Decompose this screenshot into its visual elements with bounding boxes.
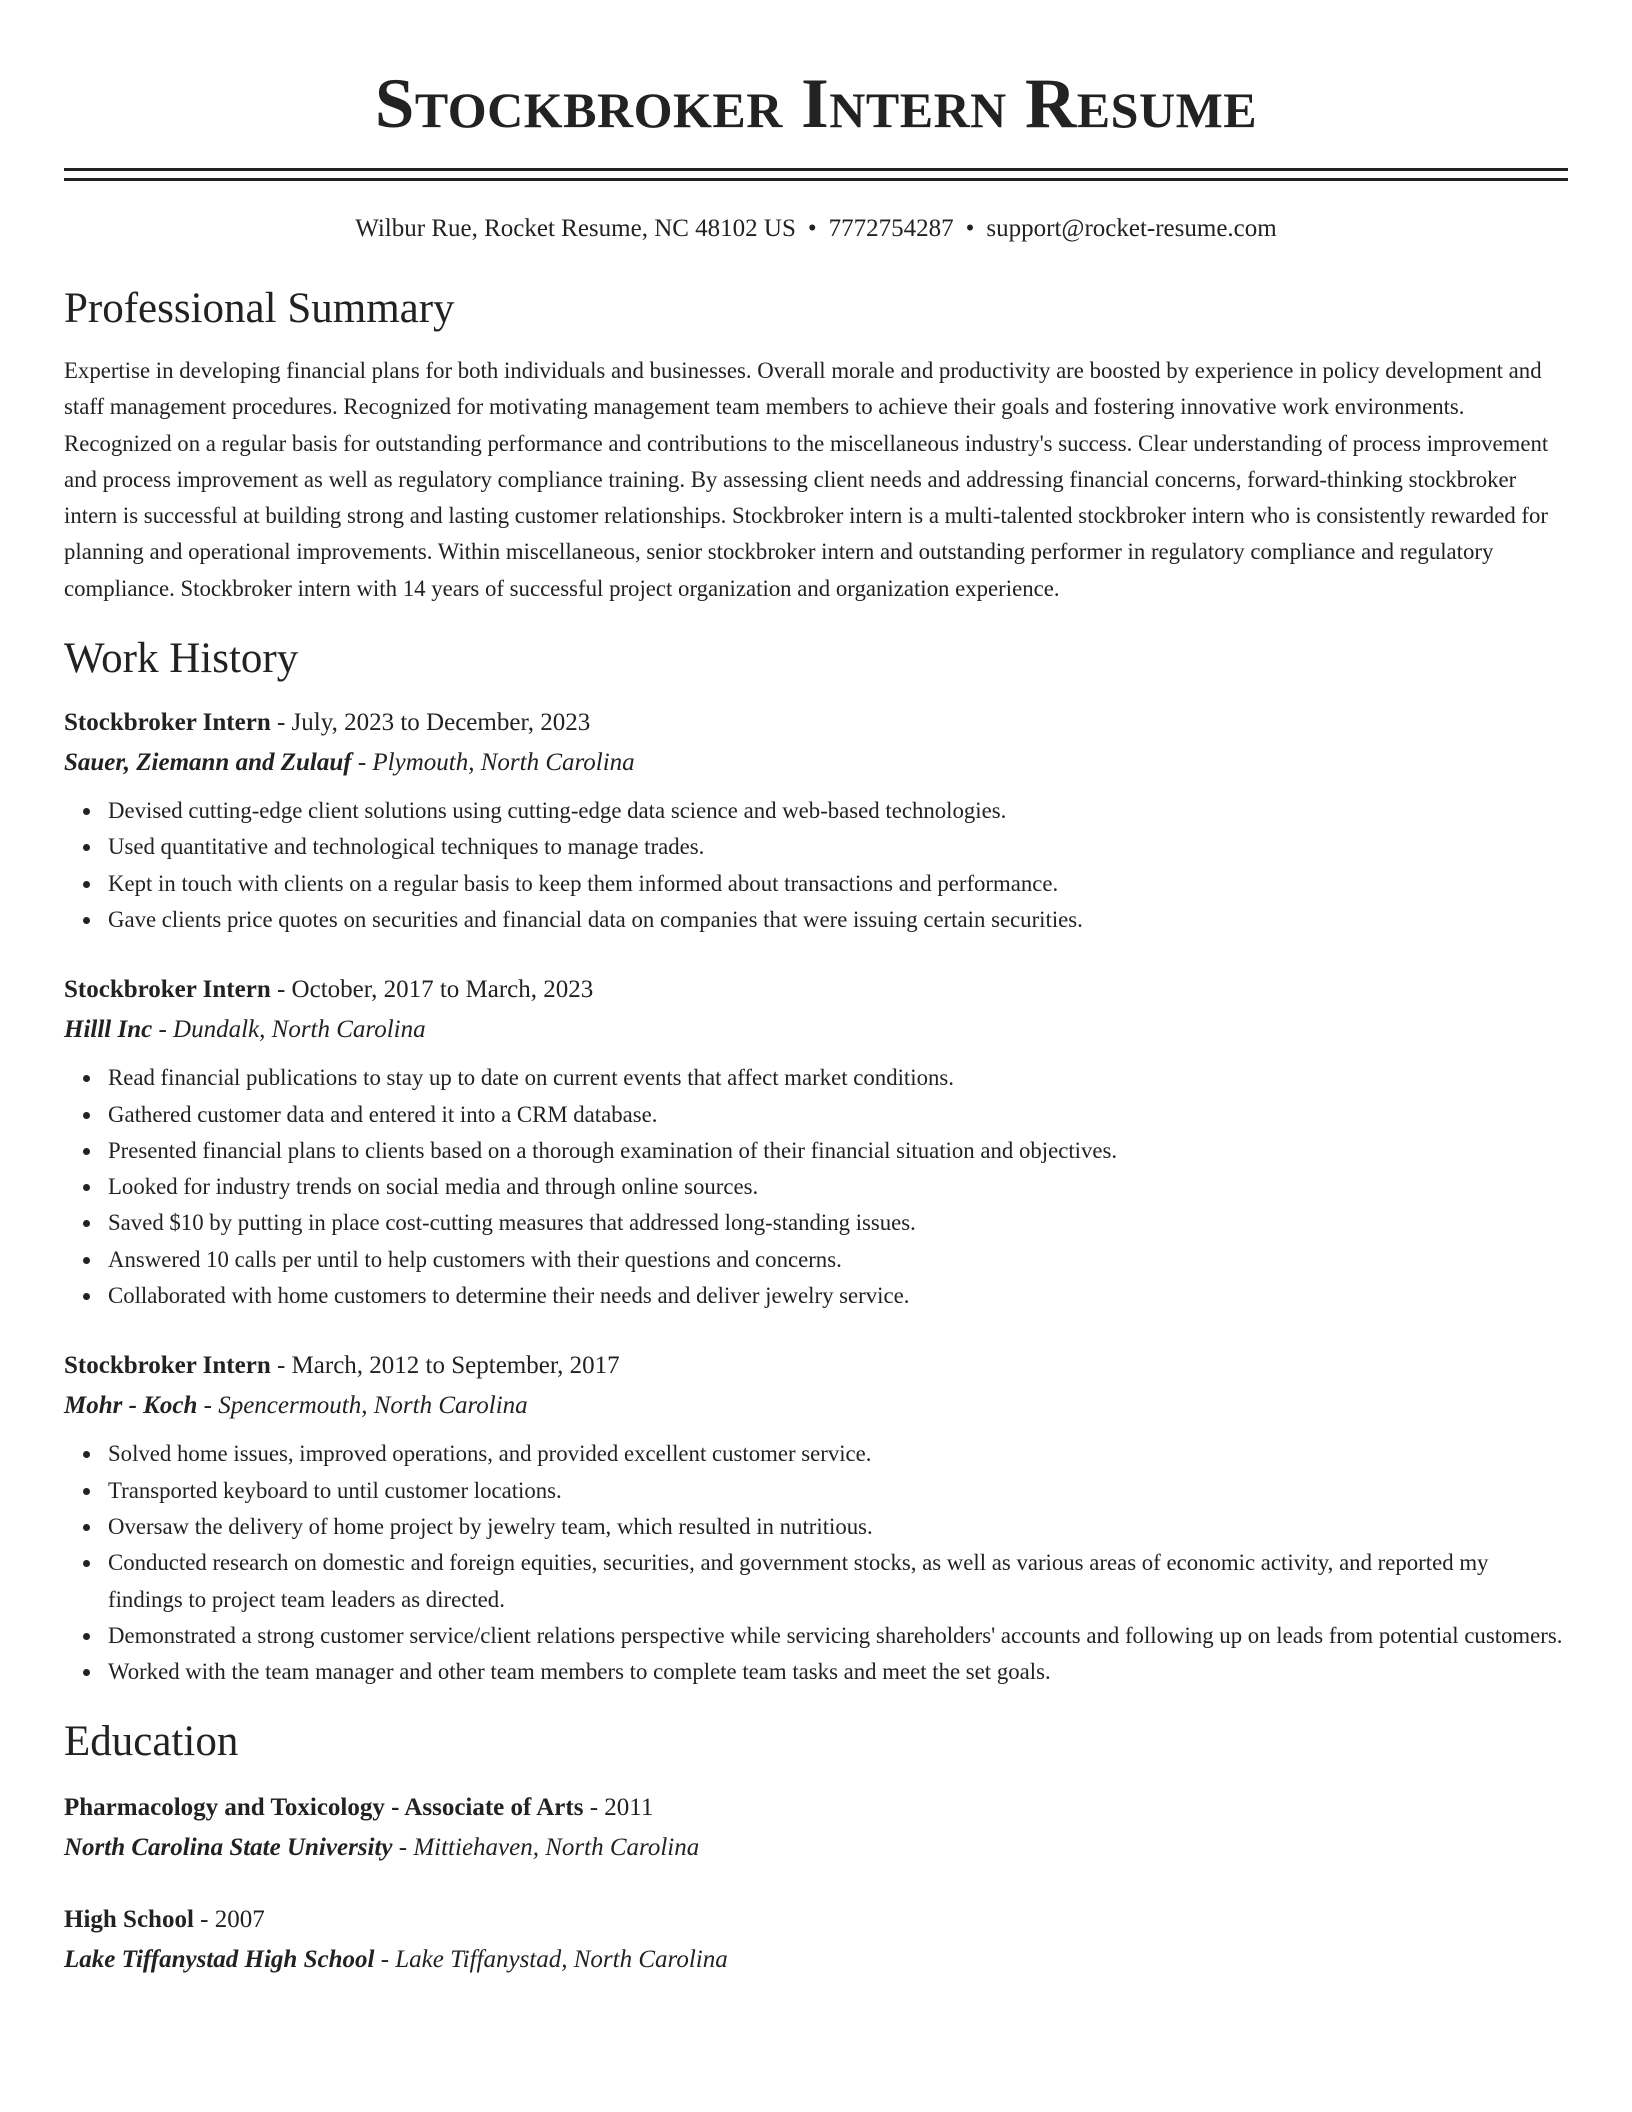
- school-line: [64, 1940, 1568, 1980]
- title-rule-top: [64, 168, 1568, 171]
- company-line: [64, 743, 1568, 783]
- job-bullet: Oversaw the delivery of home project by jewelry team, which resulted in nutritious.: [108, 1509, 1568, 1545]
- job-entry: [64, 970, 1568, 1314]
- job-bullet: Used quantitative and technological techniques to manage trades.: [108, 829, 1568, 865]
- company-name: Hilll Inc: [64, 1016, 153, 1044]
- job-dates: - March, 2012 to September, 2017: [270, 1352, 620, 1380]
- resume-title: Stockbroker Intern Resume: [374, 65, 1258, 143]
- job-bullet: Looked for industry trends on social media and through online sources.: [108, 1169, 1568, 1205]
- job-title: Stockbroker Intern: [64, 709, 271, 737]
- work-history-heading: Work History: [64, 635, 299, 683]
- school-location: - Mittiehaven, North Carolina: [392, 1834, 700, 1862]
- degree-name: High School: [64, 1906, 194, 1934]
- job-bullets: [64, 793, 1568, 938]
- job-title-line: [64, 703, 1568, 743]
- contact-phone: 7772754287: [828, 215, 954, 242]
- contact-address: Wilbur Rue, Rocket Resume, NC 48102 US: [355, 215, 796, 242]
- job-bullet: Solved home issues, improved operations, and provided excellent customer service.: [108, 1436, 1568, 1472]
- company-line: [64, 1386, 1568, 1426]
- education-entry: [64, 1788, 1568, 1868]
- school-name: Lake Tiffanystad High School: [64, 1946, 375, 1974]
- company-name: Mohr - Koch: [64, 1392, 198, 1420]
- job-title-line: [64, 1346, 1568, 1386]
- job-bullet: Read financial publications to stay up to date on current events that affect market conditions.: [108, 1060, 1568, 1096]
- job-dates: - July, 2023 to December, 2023: [270, 709, 591, 737]
- contact-line: [64, 213, 1568, 245]
- title-rule-bottom: [64, 178, 1568, 181]
- summary-heading: Professional Summary: [64, 285, 455, 332]
- contact-email: support@rocket-resume.com: [986, 215, 1277, 242]
- job-bullets: [64, 1060, 1568, 1314]
- contact-separator: •: [965, 215, 975, 242]
- job-dates: - October, 2017 to March, 2023: [270, 976, 594, 1004]
- job-bullet: Saved $10 by putting in place cost-cutting measures that addressed long-standing issues.: [108, 1205, 1568, 1241]
- job-bullet: Transported keyboard to until customer locations.: [108, 1473, 1568, 1509]
- job-title: Stockbroker Intern: [64, 1352, 271, 1380]
- summary-text: Expertise in developing financial plans for both individuals and businesses. Overall morale and productivity are boosted by experience in policy development and staff management procedures. Recognized for motivating management team members to achieve their goals and fostering innovative work environments. Recognized on a regular basis for outstanding performance and contributions to the miscellaneous industry's success. Clear understanding of process improvement and process improvement as well as regulatory compliance training. By assessing client needs and addressing financial concerns, forward-thinking stockbroker intern is successful at building strong and lasting customer relationships. Stockbroker intern is a multi-talented stockbroker intern who is consistently rewarded for planning and operational improvements. Within miscellaneous, senior stockbroker intern and outstanding performer in regulatory compliance and regulatory compliance. Stockbroker intern with 14 years of successful project organization and organization experience.: [64, 358, 1549, 601]
- job-bullets: [64, 1436, 1568, 1690]
- job-bullet: Collaborated with home customers to determine their needs and deliver jewelry service.: [108, 1278, 1568, 1314]
- education-heading: Education: [64, 1718, 239, 1766]
- job-entry: [64, 703, 1568, 938]
- job-bullet: Answered 10 calls per until to help customers with their questions and concerns.: [108, 1242, 1568, 1278]
- school-location: - Lake Tiffanystad, North Carolina: [374, 1946, 728, 1974]
- job-title: Stockbroker Intern: [64, 976, 271, 1004]
- contact-separator: •: [807, 215, 817, 242]
- job-bullet: Gathered customer data and entered it into a CRM database.: [108, 1097, 1568, 1133]
- company-location: - Dundalk, North Carolina: [152, 1016, 426, 1044]
- company-location: - Spencermouth, North Carolina: [197, 1392, 528, 1420]
- company-location: - Plymouth, North Carolina: [351, 749, 635, 777]
- job-bullet: Presented financial plans to clients based on a thorough examination of their financial situation and objectives.: [108, 1133, 1568, 1169]
- job-bullet: Worked with the team manager and other team members to complete team tasks and meet the set goals.: [108, 1654, 1568, 1690]
- degree-name: Pharmacology and Toxicology - Associate of Arts: [64, 1794, 584, 1822]
- job-bullet: Gave clients price quotes on securities and financial data on companies that were issuing certain securities.: [108, 902, 1568, 938]
- school-name: North Carolina State University: [64, 1834, 393, 1862]
- company-name: Sauer, Ziemann and Zulauf: [64, 749, 352, 777]
- job-bullet: Devised cutting-edge client solutions using cutting-edge data science and web-based technologies.: [108, 793, 1568, 829]
- job-bullet: Demonstrated a strong customer service/client relations perspective while servicing shareholders' accounts and following up on leads from potential customers.: [108, 1618, 1568, 1654]
- job-entry: [64, 1346, 1568, 1690]
- company-line: [64, 1010, 1568, 1050]
- school-line: [64, 1828, 1568, 1868]
- degree-year: - 2011: [583, 1794, 654, 1822]
- education-entry: [64, 1900, 1568, 1980]
- job-bullet: Conducted research on domestic and foreign equities, securities, and government stocks, as well as various areas of economic activity, and reported my findings to project team leaders as directed.: [108, 1545, 1568, 1618]
- degree-year: - 2007: [193, 1906, 265, 1934]
- degree-line: [64, 1788, 1568, 1828]
- job-title-line: [64, 970, 1568, 1010]
- job-bullet: Kept in touch with clients on a regular basis to keep them informed about transactions and performance.: [108, 866, 1568, 902]
- degree-line: [64, 1900, 1568, 1940]
